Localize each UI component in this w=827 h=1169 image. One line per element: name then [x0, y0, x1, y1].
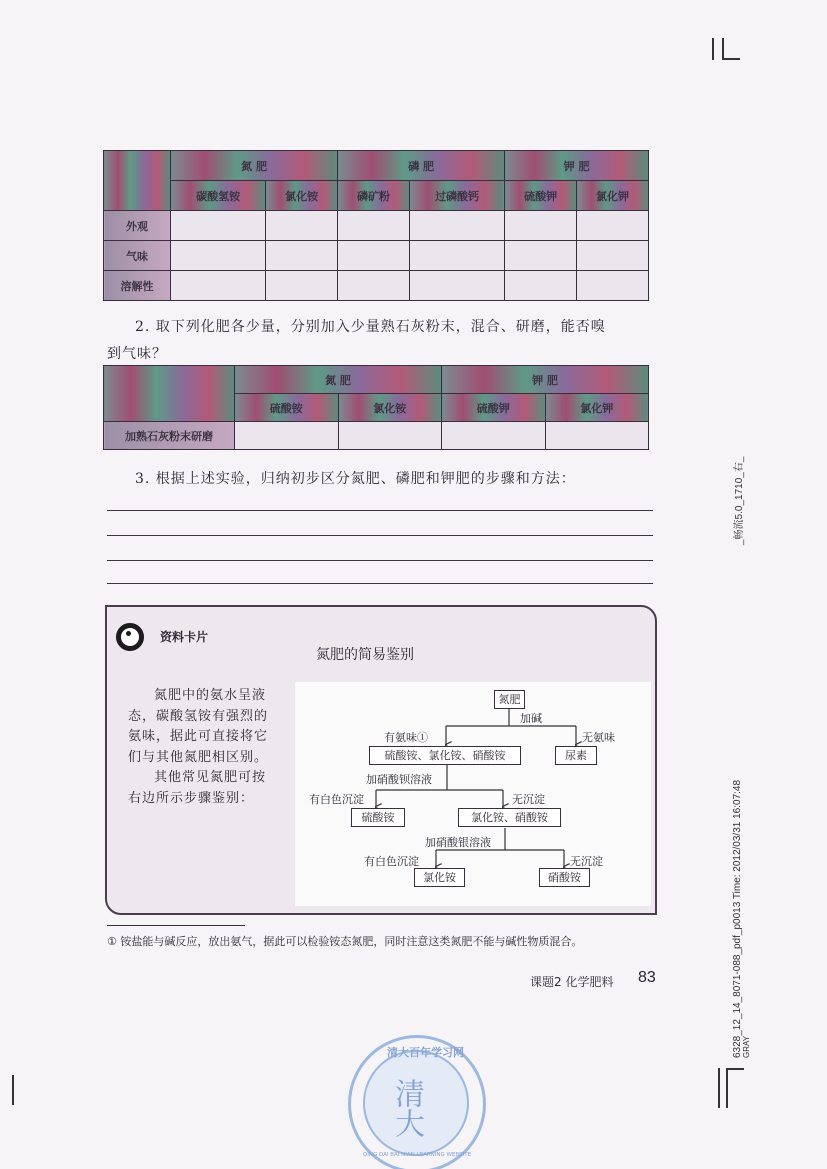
flow-label-add-silver-nitrate: 加硝酸银溶液 — [425, 836, 491, 849]
column-header: 硫酸钾 — [505, 181, 577, 211]
text-line: 其他常见氮肥可按 — [154, 770, 267, 785]
scan-label-top: _畅流5.0_1710_右_ — [734, 456, 745, 545]
row-label: 外观 — [104, 211, 171, 241]
flow-node-nitrogen-fertilizer: 氮肥 — [494, 690, 525, 709]
scan-label-gray: GRAY — [742, 1035, 751, 1058]
question-2-line2: 到气味？ — [107, 346, 167, 362]
row-label: 气味 — [104, 241, 171, 271]
flow-label-ammonia-smell: 有氨味① — [384, 731, 428, 744]
watermark-english: QING DAI BAI NIAN LEARNING WEBSITE — [362, 1152, 472, 1158]
watermark-mark: 清大 — [389, 1078, 424, 1138]
text-line: 右边所示步骤鉴别： — [128, 790, 255, 806]
row-label: 溶解性 — [104, 271, 171, 301]
flow-node-ammonium-chloride: 氯化铵 — [414, 868, 465, 887]
column-header: 磷矿粉 — [338, 181, 410, 211]
footnote: ① 铵盐能与碱反应，放出氨气，据此可以检验铵态氮肥，同时注意这类氮肥不能与碱性物质混合。 — [107, 935, 583, 948]
flow-node-three-salts: 硫酸铵、氯化铵、硝酸铵 — [369, 746, 521, 765]
page-number: 83 — [638, 969, 656, 986]
flow-node-chloride-nitrate: 氯化铵、硝酸铵 — [458, 808, 561, 827]
flow-label-add-barium-nitrate: 加硝酸钡溶液 — [366, 773, 432, 786]
flow-node-ammonium-nitrate: 硝酸铵 — [539, 868, 590, 887]
group-header: 钾 肥 — [505, 151, 649, 181]
watermark-name: 清大百年学习网 — [387, 1046, 464, 1059]
text-line: 氨味，据此可直接将它 — [128, 729, 269, 744]
column-header: 氯化钾 — [545, 394, 649, 422]
group-header: 氮 肥 — [235, 366, 442, 394]
text-line: 态，碳酸氢铵有强烈的 — [128, 708, 269, 724]
column-header: 过磷酸钙 — [409, 181, 504, 211]
flow-node-ammonium-sulfate: 硫酸铵 — [351, 808, 405, 827]
column-header: 氯化铵 — [266, 181, 338, 211]
row-label: 加熟石灰粉末研磨 — [104, 422, 235, 450]
running-footer: 课题2 化学肥料 — [530, 975, 614, 989]
info-card-label: 资料卡片 — [160, 630, 209, 644]
watermark-seal — [348, 1035, 486, 1169]
column-header: 氯化钾 — [577, 181, 649, 211]
scan-label-bottom: 6328_12_14_8071-088_pdf_p0013 Time: 2012/03/31 16:07:48 — [732, 779, 743, 1058]
flow-label-no-ammonia: 无氨味 — [582, 731, 615, 744]
footnote-divider — [107, 925, 245, 926]
flow-label-no-precipitate: 无沉淀 — [512, 793, 545, 806]
question-2-line1: 2. 取下列化肥各少量，分别加入少量熟石灰粉末，混合、研磨，能否嗅 — [135, 319, 606, 335]
flow-node-urea: 尿素 — [555, 746, 597, 765]
group-header: 磷 肥 — [338, 151, 505, 181]
column-header: 氯化铵 — [338, 394, 442, 422]
question-3: 3. 根据上述实验，归纳初步区分氮肥、磷肥和钾肥的步骤和方法： — [135, 471, 576, 487]
column-header: 硫酸钾 — [442, 394, 546, 422]
text-line: 们与其他氮肥相区别。 — [128, 749, 269, 765]
flow-label-white-precipitate: 有白色沉淀 — [309, 793, 364, 806]
flow-label-no-precipitate: 无沉淀 — [570, 855, 603, 868]
group-header: 钾 肥 — [442, 366, 649, 394]
column-header: 碳酸氢铵 — [171, 181, 266, 211]
text-line: 氮肥中的氨水呈液 — [154, 688, 267, 703]
flow-label-white-precipitate: 有白色沉淀 — [364, 855, 419, 868]
flow-label-add-base: 加碱 — [520, 712, 542, 725]
column-header: 硫酸铵 — [235, 394, 339, 422]
group-header: 氮 肥 — [171, 151, 338, 181]
info-card-title: 氮肥的简易鉴别 — [316, 647, 414, 663]
